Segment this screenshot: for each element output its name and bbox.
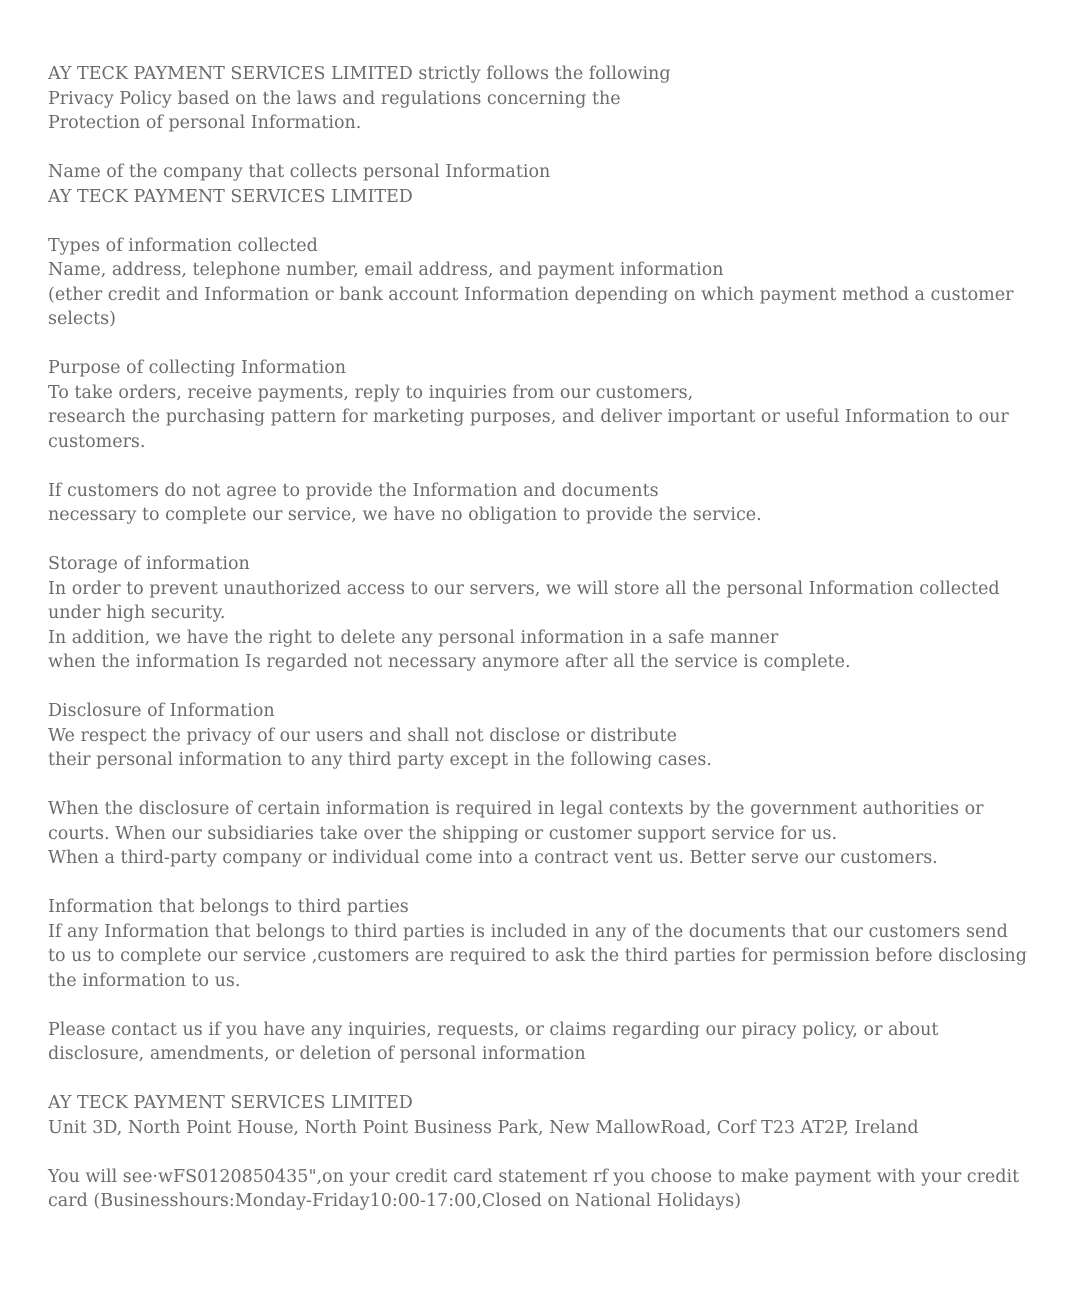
agreement-paragraph — [48, 479, 1048, 528]
text-line: When the disclosure of certain information is required in legal contexts by the government authorities or — [48, 799, 984, 819]
section-heading: Name of the company that collects personal Information — [48, 162, 551, 182]
section-heading: Purpose of collecting Information — [48, 358, 347, 378]
text-line: Name, address, telephone number, email address, and payment information — [48, 260, 724, 280]
section-heading: Types of information collected — [48, 235, 318, 256]
information-types-section — [48, 234, 1048, 332]
text-line: AY TECK PAYMENT SERVICES LIMITED strictly follows the following — [48, 64, 671, 84]
text-line: If any Information that belongs to third parties is included in any of the documents that our customers send — [48, 921, 1008, 942]
text-line: Privacy Policy based on the laws and regulations concerning the — [48, 88, 621, 109]
company-name: AY TECK PAYMENT SERVICES LIMITED — [48, 1093, 413, 1113]
statement-descriptor-paragraph — [48, 1165, 1048, 1214]
text-line: To take orders, receive payments, reply to inquiries from our customers, — [48, 382, 694, 403]
disclosure-section — [48, 699, 1048, 773]
business-hours: card (Businesshours:Monday-Friday10:00-17:00,Closed on National Holidays) — [48, 1191, 742, 1211]
text-line: disclosure, amendments, or deletion of personal information — [48, 1044, 586, 1064]
text-line: When a third-party company or individual come into a contract vent us. Better serve our customers. — [48, 848, 938, 868]
text-line: when the information Is regarded not necessary anymore after all the service is complete. — [48, 652, 851, 672]
text-line: courts. When our subsidiaries take over the shipping or customer support service for us. — [48, 823, 838, 844]
contact-paragraph — [48, 1018, 1048, 1067]
third-party-section — [48, 895, 1048, 993]
disclosure-cases-paragraph — [48, 797, 1048, 871]
privacy-policy-document — [48, 62, 1048, 1238]
text-line: (ether credit and Information or bank account Information depending on which payment method a customer — [48, 284, 1014, 305]
text-line: AY TECK PAYMENT SERVICES LIMITED — [48, 186, 413, 207]
company-address: Unit 3D, North Point House, North Point Business Park, New MallowRoad, Corf T23 AT2P, Ireland — [48, 1117, 919, 1138]
text-line: If customers do not agree to provide the Information and documents — [48, 480, 659, 501]
text-line: selects) — [48, 309, 116, 329]
section-heading: Information that belongs to third parties — [48, 897, 409, 917]
text-line: In addition, we have the right to delete any personal information in a safe manner — [48, 627, 779, 648]
text-line: under high security. — [48, 603, 226, 623]
text-line: the information to us. — [48, 970, 241, 991]
text-line: Please contact us if you have any inquiries, requests, or claims regarding our piracy policy, or about — [48, 1019, 939, 1040]
text-line: Protection of personal Information. — [48, 113, 362, 133]
text-line: necessary to complete our service, we have no obligation to provide the service. — [48, 505, 762, 525]
text-line: to us to complete our service ,customers are required to ask the third parties for permission before disclosing — [48, 946, 1027, 966]
section-heading: Disclosure of Information — [48, 701, 275, 721]
company-name-section — [48, 160, 1048, 209]
intro-paragraph — [48, 62, 1048, 136]
company-address-block — [48, 1091, 1048, 1140]
section-heading: Storage of information — [48, 554, 250, 574]
text-line: We respect the privacy of our users and shall not disclose or distribute — [48, 725, 677, 746]
text-line: their personal information to any third party except in the following cases. — [48, 750, 712, 770]
purpose-section — [48, 356, 1048, 454]
text-line: You will see·wFS0120850435",on your credit card statement rf you choose to make payment with your credit — [48, 1166, 1020, 1187]
text-line: In order to prevent unauthorized access to our servers, we will store all the personal Information collected — [48, 578, 1000, 599]
text-line: research the purchasing pattern for marketing purposes, and deliver important or useful Information to our — [48, 407, 1009, 427]
storage-section — [48, 552, 1048, 675]
text-line: customers. — [48, 431, 146, 452]
